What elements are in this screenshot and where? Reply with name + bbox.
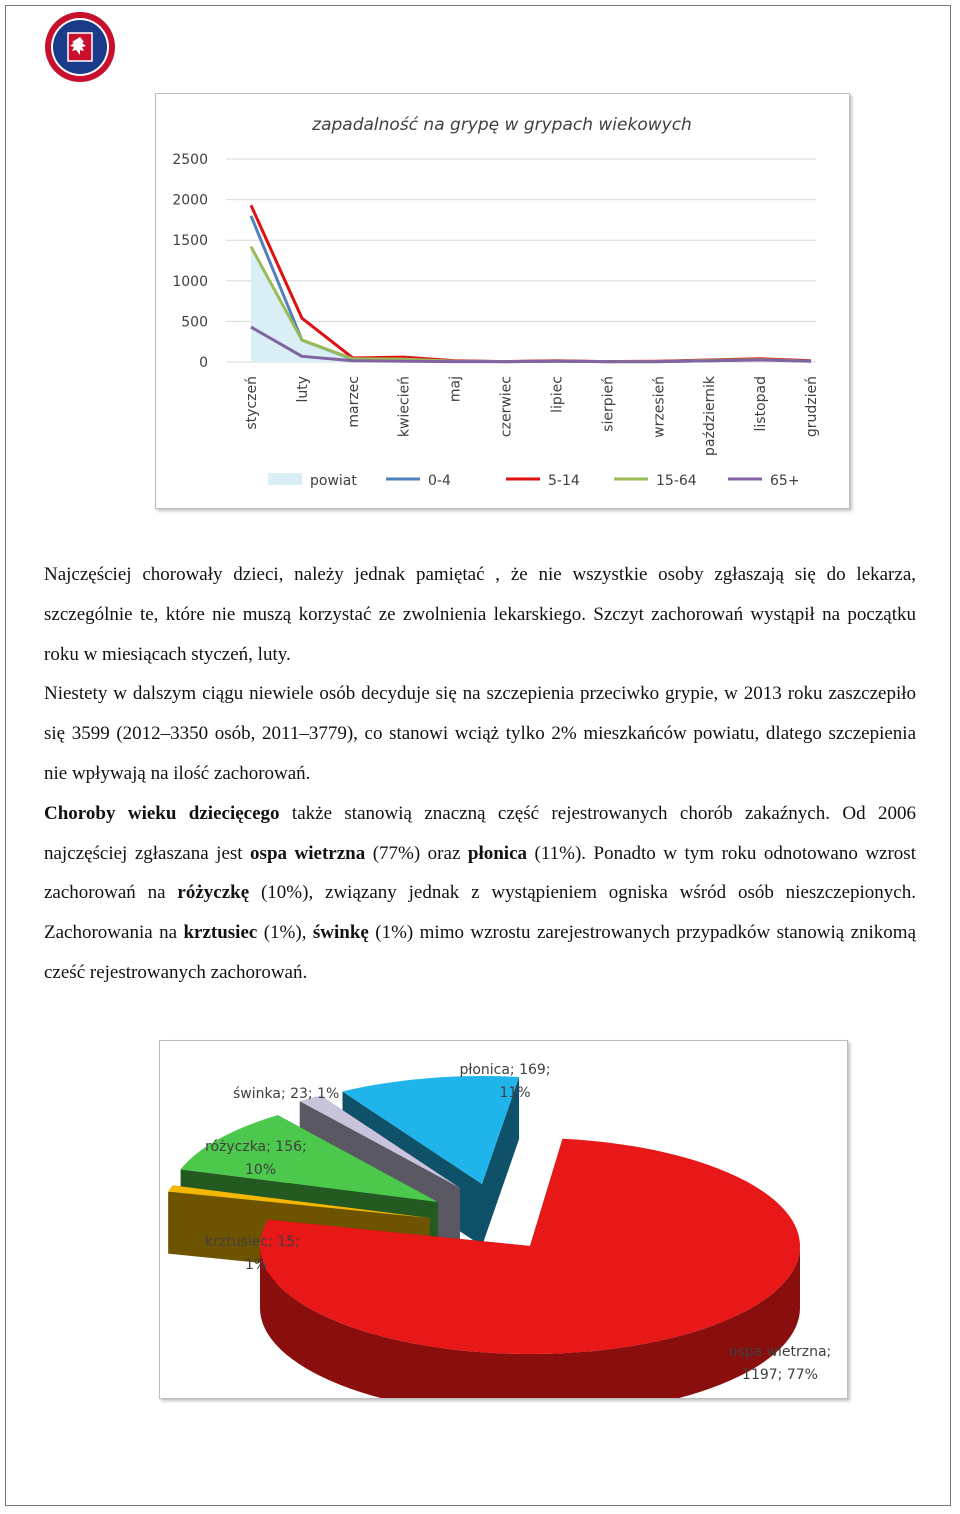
x-tick-label: grudzień (804, 376, 820, 438)
paragraph-3-part-b: (77%) oraz (365, 842, 468, 864)
bold-choroby: Choroby wieku dziecięcego (44, 802, 280, 824)
pie-label-ospa wietrzna: ospa wietrzna; (728, 1344, 832, 1360)
x-tick-label: czerwiec (498, 376, 515, 438)
x-tick-label: styczeń (244, 376, 260, 430)
y-tick-label: 1500 (172, 233, 208, 250)
y-tick-label: 500 (181, 314, 208, 331)
y-tick-label: 0 (199, 355, 208, 371)
pis-logo (44, 11, 116, 83)
series-line-0-4 (251, 216, 811, 362)
pie-label-krztusiec: krztusiec; 15; (205, 1234, 300, 1250)
x-tick-label: sierpień (600, 376, 617, 432)
x-tick-label: marzec (345, 376, 362, 428)
chart-title: zapadalność na grypę w grypach wiekowych (312, 115, 692, 135)
pie-label-value: 1197; 77% (742, 1367, 818, 1383)
legend-label: 65+ (770, 473, 800, 489)
paragraph-2: Niestety w dalszym ciągu niewiele osób decyduje się na szczepienia przeciwko grypie, w 2013 roku zaszczepiło się 3599 (2012–3350 osób, 2011–3779), co stanowi wciąż tylko 2% mieszkańców powiatu, dlatego szczepienia nie wpływają na ilość zachorowań. (44, 683, 916, 784)
x-tick-label: kwiecień (396, 376, 413, 438)
paragraph-3-part-d: (10%), związany jednak z wystąpieniem ogniska wśród osób nieszczepionych. Zachorowania na (44, 882, 916, 944)
pie-label-value: 1% (245, 1257, 268, 1273)
series-line-5-14 (251, 205, 811, 361)
body-text (44, 555, 916, 993)
pie-label-różyczka: różyczka; 156; (205, 1139, 307, 1155)
y-tick-label: 2500 (172, 152, 208, 168)
legend-label: 0-4 (428, 473, 451, 489)
line-chart (155, 93, 850, 509)
paragraph-3-part-a: także stanowią znaczną część rejestrowanych chorób zakaźnych. Od 2006 najczęściej zgłaszana jest (44, 802, 916, 864)
bold-krztusiec: krztusiec (183, 922, 258, 944)
bold-plonica: płonica (467, 842, 527, 864)
x-tick-label: maj (447, 376, 464, 403)
pie-label-value: 11% (499, 1085, 531, 1101)
pie-chart (159, 1040, 848, 1399)
legend-label: powiat (310, 473, 357, 489)
pie-label-świnka: świnka; 23; 1% (233, 1086, 340, 1102)
bold-swinka: świnkę (312, 922, 369, 944)
bold-ospa: ospa wietrzna (250, 842, 366, 864)
x-tick-label: wrzesień (651, 375, 668, 438)
x-tick-label: listopad (753, 376, 770, 432)
x-tick-label: luty (294, 376, 311, 403)
legend-label: 15-64 (656, 473, 697, 489)
x-tick-label: październik (702, 376, 719, 456)
pie-label-płonica: płonica; 169; (459, 1062, 551, 1078)
legend-label: 5-14 (548, 473, 580, 489)
paragraph-1: Najczęściej chorowały dzieci, należy jednak pamiętać , że nie wszystkie osoby zgłaszają się do lekarza, szczególnie te, które nie muszą korzystać ze zwolnienia lekarskiego. Szczyt zachorowań wystąpił na początku roku w miesiącach styczeń, luty. (44, 564, 916, 665)
x-tick-label: lipiec (549, 376, 566, 413)
y-tick-label: 1000 (172, 273, 208, 290)
y-tick-label: 2000 (172, 192, 208, 209)
paragraph-3-part-e: (1%), (257, 922, 313, 944)
bold-rozyczka: różyczkę (177, 882, 250, 904)
pie-label-value: 10% (245, 1162, 277, 1178)
paragraph-3-part-f: (1%) mimo wzrostu zarejestrowanych przypadków stanowią znikomą cześć rejestrowanych zachorowań. (44, 922, 917, 983)
paragraph-3-part-c: (11%). Ponadto w tym roku odnotowano wzrost zachorowań na (44, 842, 916, 904)
paragraph-3 (44, 794, 916, 993)
legend-swatch (268, 473, 302, 485)
